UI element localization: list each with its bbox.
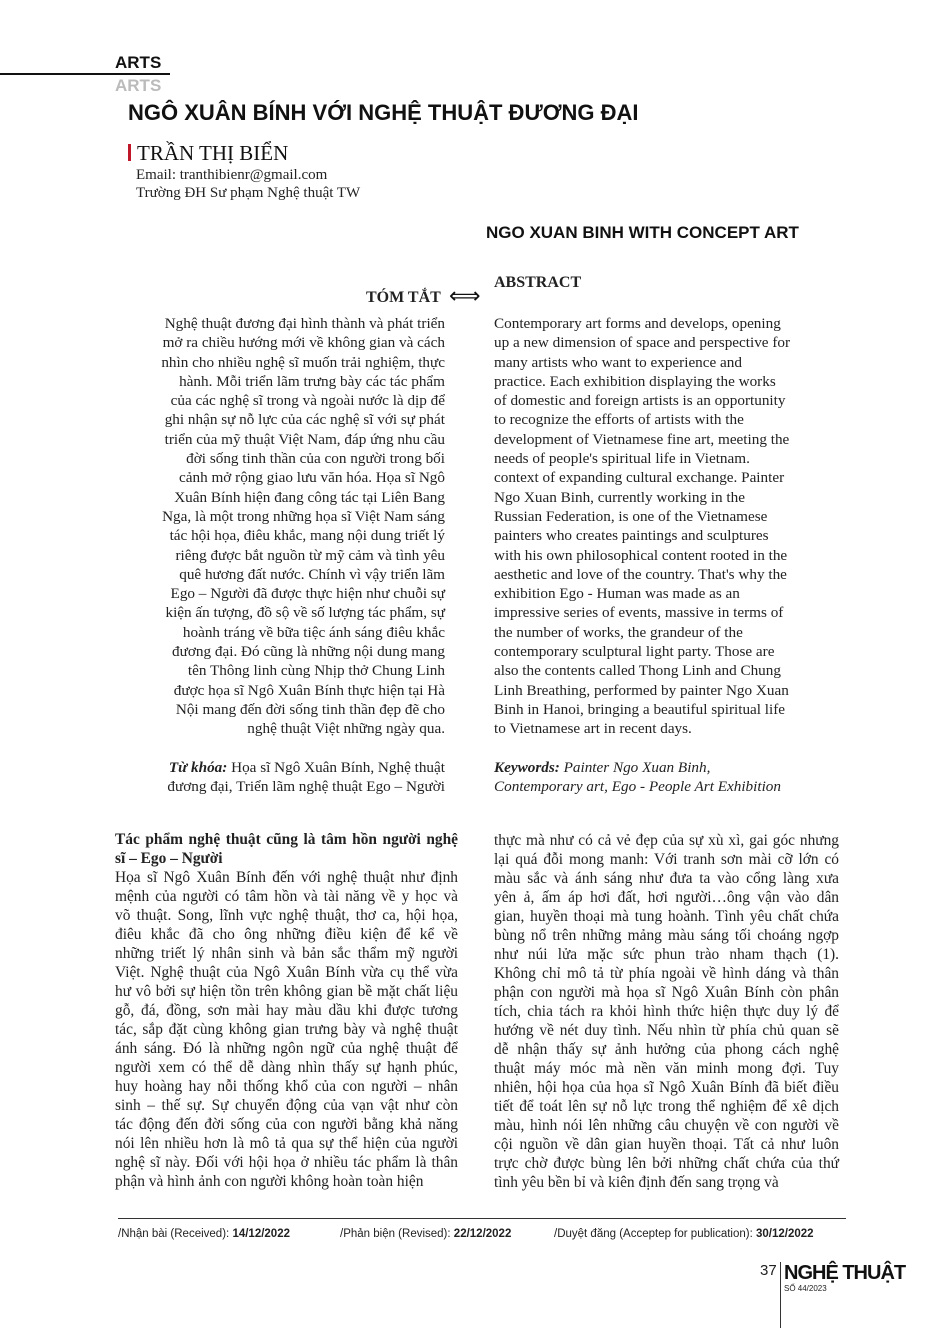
author-email: Email: tranthibienr@gmail.com: [136, 167, 328, 183]
body-right-column: [494, 831, 839, 1192]
text-line: Russian Federation, is one of the Vietnamese: [494, 507, 768, 525]
text-line: quê hương đất nước. Chính vì vậy triển lãm: [179, 565, 445, 583]
section-heading: sĩ – Ego – Người: [115, 850, 223, 867]
keywords-vi-text: đương đại, Triển lãm nghệ thuật Ego – Người: [167, 778, 445, 796]
text-line: yên ả, ấm áp hơi đất, hơi người…ông vận vào dân: [494, 889, 839, 906]
text-line: huy hoàng hay nỗi thống khổ của con người – nhân: [115, 1078, 458, 1095]
text-line: exhibition Ego - Human was made as an: [494, 585, 740, 603]
english-title: NGO XUAN BINH WITH CONCEPT ART: [486, 223, 799, 242]
text-line: triển của mỹ thuật Việt Nam, đáp ứng nhu cầu: [164, 430, 445, 448]
text-line: nhìn cho nhiều nghệ sĩ muốn trải nghiệm, thực: [161, 353, 445, 371]
text-line: bùng nổ trên những mảng màu sáng tối choáng ngợp: [494, 927, 839, 944]
text-line: đời sống tinh thần của con người trong bối: [186, 450, 445, 468]
keywords-en-text: Contemporary art, Ego - People Art Exhibition: [494, 778, 781, 796]
received-date: 14/12/2022: [232, 1228, 290, 1240]
text-line: Không chỉ mô tả từ phía ngoài về hình dáng và thân: [494, 965, 839, 982]
received-label: /Nhận bài (Received):: [118, 1228, 230, 1240]
page-number: 37: [760, 1262, 777, 1279]
text-line: with his own philosophical content rooted in the: [494, 546, 788, 564]
text-line: điêu khắc đã cho ông những điều kiện để kể về: [115, 926, 458, 943]
keywords-en-text: Painter Ngo Xuan Binh,: [563, 759, 711, 776]
text-line: lại quá đỗi mong manh: Với tranh sơn mài cỡ lớn có: [494, 851, 839, 868]
text-line: tích, chia tách ra khỏi hình thức hiện thực duy lý để: [494, 1003, 839, 1020]
text-line: màu, hình nói lên những câu chuyện về con người về: [494, 1117, 839, 1134]
text-line: kiện ấn tượng, đồ sộ về số lượng tác phẩm, sự: [165, 604, 445, 622]
text-line: contemporary sculptural light party. Those are: [494, 643, 775, 661]
text-line: Nga, là một trong những họa sĩ Việt Nam sáng: [162, 507, 445, 525]
text-line: được họa sĩ Ngô Xuân Bính thực hiện tại Hà: [173, 681, 445, 699]
text-line: tiết để toát lên sự nỗ lực trong thể nghiệm để xê dịch: [494, 1098, 839, 1115]
author-name: [128, 141, 288, 166]
text-line: võ thuật. Song, lĩnh vực nghệ thuật, thơ ca, hội họa,: [115, 907, 458, 924]
accepted-label: /Duyệt đăng (Acceptep for publication):: [554, 1228, 753, 1240]
keywords-vi-label: Từ khóa:: [168, 759, 228, 776]
text-line: tác, sắp đặt cùng không gian trưng bày và nghệ thuật: [115, 1021, 458, 1038]
text-line: Nội mang đến đời sống tinh thần đẹp đẽ cho: [175, 700, 445, 718]
abstract-en: [494, 314, 834, 739]
text-line: của các nghệ sĩ trong và ngoài nước là dịp để: [170, 392, 445, 410]
abstract-en-heading: ABSTRACT: [494, 274, 582, 291]
text-line: practice. Each exhibition displaying the works: [494, 372, 776, 390]
text-line: Họa sĩ Ngô Xuân Bính đến với nghệ thuật như định: [115, 869, 458, 886]
text-line: ánh sáng. Đó là những ngôn ngữ của nghệ thuật để: [115, 1040, 458, 1057]
text-line: aesthetic and love of the country. That's why the: [494, 565, 787, 583]
section-heading: Tác phẩm nghệ thuật cũng là tâm hồn người nghệ: [115, 831, 458, 848]
text-line: ghi nhận sự nỗ lực của các nghệ sĩ với sự phát: [164, 411, 445, 429]
text-line: Contemporary art forms and develops, opening: [494, 315, 781, 332]
accepted-info: [554, 1228, 814, 1240]
journal-logo: [780, 1262, 905, 1328]
double-arrow-icon: ⟺: [449, 283, 481, 308]
text-line: impressive series of events, massive in terms of: [494, 604, 784, 622]
section-rule: [0, 73, 170, 75]
text-line: of domestic and foreign artists is an opportunity: [494, 392, 786, 410]
text-line: mệnh của người có tâm hồn và tài năng về y học và: [115, 888, 458, 905]
text-line: sinh – thế sự. Sự chuyển động của vạn vật như còn: [115, 1097, 458, 1114]
journal-name: NGHỆ THUẬT: [784, 1262, 906, 1284]
text-line: hoành tráng về bữa tiệc ánh sáng điêu khắc: [182, 623, 445, 641]
text-line: hành. Mỗi triển lãm trưng bày các tác phẩm: [179, 372, 445, 390]
author-affiliation: Trường ĐH Sư phạm Nghệ thuật TW: [136, 185, 361, 201]
text-line: gian, huyền thoại mà tung hoành. Tình yêu chất chứa: [494, 908, 839, 925]
text-line: many artists who want to experience and: [494, 353, 742, 371]
received-info: [118, 1228, 290, 1240]
text-line: Việt. Nghệ thuật của Ngô Xuân Bính vừa cụ thể vừa: [115, 964, 458, 981]
journal-issue: SỐ 44/2023: [784, 1284, 827, 1293]
text-line: tình yêu bền bỉ và kiên định đến sang trọng và: [494, 1174, 779, 1191]
author-marker: [128, 144, 131, 161]
text-line: context of expanding cultural exchange. Painter: [494, 469, 785, 487]
article-title: NGÔ XUÂN BÍNH VỚI NGHỆ THUẬT ĐƯƠNG ĐẠI: [128, 100, 639, 125]
keywords-en-label: Keywords:: [494, 759, 560, 776]
revised-label: /Phản biện (Revised):: [340, 1228, 451, 1240]
revised-info: [340, 1228, 511, 1240]
text-line: Ngo Xuan Binh, currently working in the: [494, 488, 745, 506]
text-line: thực mà như có cả vẻ đẹp của sự xù xì, gai góc nhưng: [494, 832, 839, 849]
text-line: hư vô bởi sự hiện tồn trên không gian bề mặt chất liệu: [115, 983, 458, 1000]
keywords-vi: [115, 758, 445, 797]
text-line: up a new dimension of space and perspective for: [494, 334, 791, 352]
text-line: dễ nhận thấy sự ảnh hưởng của phong cách nghệ: [494, 1041, 839, 1058]
text-line: painters who creates paintings and sculptures: [494, 527, 769, 545]
text-line: trực chờ được bùng lên bởi những chất chứa của thứ: [494, 1155, 839, 1172]
text-line: nói lên nhiều hơn là mô tả qua sự thể hiện của người: [115, 1135, 458, 1152]
text-line: to Vietnamese art in recent days.: [494, 720, 692, 738]
text-line: hướng về nét duy tình. Nếu nhìn từ phía chủ quan sẽ: [494, 1022, 839, 1039]
text-line: also the contents called Thong Linh and Chung: [494, 662, 781, 680]
section-label-shadow: ARTS: [115, 76, 162, 95]
keywords-en: [494, 758, 834, 797]
text-line: needs of people's spiritual life in Vietnam.: [494, 450, 750, 468]
section-label: ARTS: [115, 53, 162, 72]
text-line: màu sắc và ánh sáng như đưa ta vào cổng làng xưa: [494, 870, 839, 887]
text-line: nghệ thuật Việt những ngày qua.: [247, 720, 445, 738]
footer-rule: [118, 1218, 846, 1219]
text-line: thuật máy móc mà nền văn minh mong đợi. Tuy: [494, 1060, 839, 1077]
text-line: gỗ, đá, đồng, sơn mài hay màu dầu khi được tương: [115, 1002, 458, 1019]
text-line: người xem có thể dễ dàng nhìn thấy sự hạnh phúc,: [115, 1059, 458, 1076]
text-line: cảnh mở rộng giao lưu văn hóa. Họa sĩ Ngô: [179, 469, 445, 487]
revised-date: 22/12/2022: [453, 1228, 512, 1240]
text-line: riêng được bắt nguồn từ mỹ cảm và tình yêu: [175, 546, 445, 564]
text-line: Xuân Bính hiện đang công tác tại Liên Bang: [174, 488, 445, 506]
text-line: Binh in Hanoi, bringing a beautiful spiritual life: [494, 700, 786, 718]
text-line: đương đại. Đó cũng là những nội dung mang: [172, 643, 445, 661]
keywords-vi-text: Họa sĩ Ngô Xuân Bính, Nghệ thuật: [231, 759, 445, 776]
text-line: phận con người mà họa sĩ Ngô Xuân Bính còn phân: [494, 984, 839, 1001]
text-line: Ego – Người đã được thực hiện như chuỗi sự: [170, 585, 445, 603]
text-line: Linh Breathing, performed by painter Ngo Xuan: [494, 681, 789, 699]
text-line: nghệ sĩ này. Đối với hội họa ở nhiều tác phẩm là thân: [115, 1154, 458, 1171]
text-line: những triết lý nhân sinh và bản sắc thẩm mỹ người: [115, 945, 458, 962]
abstract-vi: [115, 314, 445, 739]
abstract-vi-heading: TÓM TẮT: [366, 289, 441, 306]
text-line: tác động đến đời sống của con người bằng khả năng: [115, 1116, 458, 1133]
text-line: to recognize the efforts of artists with the: [494, 411, 744, 429]
text-line: mở ra chiều hướng mới về không gian và cách: [162, 334, 445, 352]
text-line: Nghệ thuật đương đại hình thành và phát triển: [164, 315, 445, 332]
text-line: development of Vietnamese fine art, meeting the: [494, 430, 790, 448]
text-line: phận và hình ảnh con người không hoàn toàn hiện: [115, 1173, 424, 1190]
text-line: tên Thông linh cùng Nhịp thở Chung Linh: [187, 662, 445, 680]
author-text: TRẦN THỊ BIỂN: [137, 141, 289, 165]
text-line: nhiên, hội họa của họa sĩ Ngô Xuân Bính đã biết điều: [494, 1079, 839, 1096]
body-left-text: [115, 868, 458, 1191]
body-left-column: [115, 830, 458, 1191]
text-line: cội nguồn về dân gian huyền thoại. Tất cả như luôn: [494, 1136, 839, 1153]
text-line: như núi lửa mặc sức phun trào nham thạch (1).: [494, 946, 839, 963]
text-line: the number of works, the grandeur of the: [494, 623, 743, 641]
text-line: tác hội họa, điêu khắc, mang nội dung triết lý: [169, 527, 445, 545]
accepted-date: 30/12/2022: [756, 1228, 814, 1240]
